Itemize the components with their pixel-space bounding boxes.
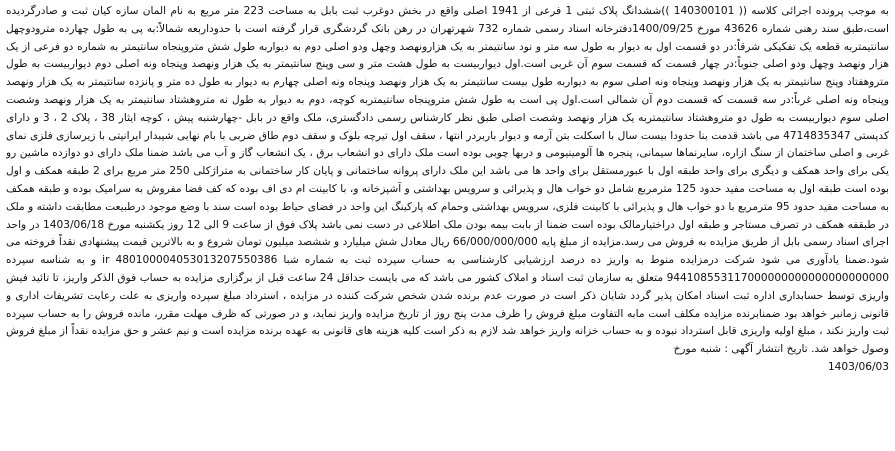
publish-date: 1403/06/03 xyxy=(827,360,889,373)
auction-notice xyxy=(6,3,889,449)
notice-body: به موجب پرونده اجرائی کلاسه (( 140300101 ))ششدانگ پلاک ثبتی 1 فرعی از 1941 اصلی واقع در بخش دوغرب ثبت بابل به مساحت 223 متر مربع به نام المان سازه کیان ثبت و صادرگردیده است،طبق سند رهنی شماره 43626 مورخ 1400/09/25دفترخانه اسناد رسمی شماره 732 شهرتهران در رهن بانک گردشگری قرار گرفته است با حدوداربعه شمالاً:به پی به طول چهارده مترودوچهل سانتیمتربه قطعه یک تفکیکی شرقاً:در دو قسمت اول به دیوار به طول سه متر و نود سانتیمتر به یک هزارونهصد وچهل ودو اصلی دوم به دیواربه طول شش متروپنجاه سانتیمتر به شماره دو فرعی از یک هزار ونهصد وچهل ودو اصلی جنوباً:در چهار قسمت که قسمت سوم آن غربی است.اول دیواربیست به طول هشت متر و سی وپنج سانتیمتر به یک هزار ونهصد وپنجاه ونه اصلی دوم دیواربیست به طول متروهفتاد وپنج سانتیمتر به یک هزار ونهصد وپنجاه ونه اصلی سوم به دیواربه طول بیست سانتیمتر به یک هزار ونهصد وپنجاه ونه اصلی چهارم به دیوار به طول ده متر و پانزده سانتیمتر به یک هزار ونهصد وپنجاه ونه اصلی غرباً:در سه قسمت که قسمت دوم آن شمالی است.اول پی است به طول شش متروپنجاه سانتیمتربه کوچه، دوم به دیوار به طول نه متروهشتاد سانتیمتر به یک هزار ونهصد وشصت اصلی سوم دیواربیست به طول دو متروهشتاد سانتیمتربه یک هزار ونهصد وشصت اصلی طبق نظر کارشناس رسمی دادگستری، ملک واقع در بابل -چهارشنبه پیش ، کوچه ایثار 38 ، پلاک 2 ، 3 و دارای کدپستی 4714835347 می باشد قدمت بنا حدودا بیست سال با اسکلت بتن آرمه و دیوار باربردر انتها ، سقف اول تیرچه بلوک و سقف دوم طاق ضربی با بام نهایی شیبدار ایرانیتی با زیرسازی فلزی نمای غربی و اصلی ساختمان از سنگ ازاره، سایرنماها سیمانی، پنجره ها آلومینیومی و دربها چوبی بوده است ملک دارای دو انشعاب برق ، یک انشعاب گاز و آب می باشد ضمنا ملک دارای دو دوازده ماشین رو یکی برای واحد همکف و دیگری برای واحد طبقه اول با عبورمستقل برای واحد ها می باشد این ملک دارای پروانه ساختمانی و پایان کار ساختمانی به متراژکلی 250 متر مربع برای 2 طبقه همکف و اول بوده است طبقه اول به مساحت مفید حدود 125 مترمربع شامل دو خواب هال و پذیرائی و سرویس بهداشتی و آشپزخانه و، با کابینت ام دی اف بوده که کف فضا مفروش به سرامیک بوده و طبقه همکف به مساحت مفید حدود 95 مترمربع با دو خواب هال و پذیرائی با کابینت فلزی، سرویس بهداشتی وحمام که پارکینگ این واحد در فضای حیاط بوده است سند با وضع موجود درطبیعت مطابقت داشته و ملک در طبقفه همکف در تصرف مستاجر و طبقه اول دراختیارمالک بوده است ضمنا از بابت بیمه بودن ملک اطلاعی در دست نمی باشد پلاک فوق از ساعت 9 الی 12 روز یکشنبه مورخ 1403/06/18 در واحد اجرای اسناد رسمی بابل از طریق مزایده به فروش می رسد.مزایده از مبلغ پایه 66/000/000/000 ریال معادل شش میلیارد و ششصد میلیون تومان شروع و به بالاترین قیمت پیشنهادی نقداً فروخته می شود.ضمنا یادآوری می شود شرکت درمزایده منوط به واریز ده درصد ارزشیابی کارشناسی به حساب سپرده ثبت به شماره شبا ir 480100004053013207550386 و به شناسه سپرده 944108553117000000000000000000000 متعلق به سازمان ثبت اسناد و املاک کشور می باشد که می بایست حداقل 24 ساعت قبل از برگزاری مزایده به حساب فوق الذکر واریز، تا تائید فیش واریزی توسط حسابداری اداره ثبت اسناد امکان پذیر گردد شایان ذکر است در صورت عدم برنده شدن شخص شرکت کننده در مزایده ، استرداد مبلغ سپرده واریزی به علت رعایت تشریفات اداری و قانونی زمانبر خواهد بود ضمنابرنده مزایده مکلف است مابه التفاوت مبلغ فروش را ظرف مدت پنج روز از تاریخ مزایده واریز نماید، و در صورتی که ظرف مهلت مقرر، مانده فروش را به حساب سپرده ثبت واریز نکند ، مبلغ اولیه واریزی قابل استرداد نبوده و به حساب خزانه واریز خواهد شد لازم به ذکر است کلیه هزینه های قانونی به عهده برنده مزایده است و نیم عشر و حق مزایده نقداً از مبلغ فروش وصول خواهد شد. تاریخ انتشار آگهی : شنبه مورخ xyxy=(6,5,889,356)
